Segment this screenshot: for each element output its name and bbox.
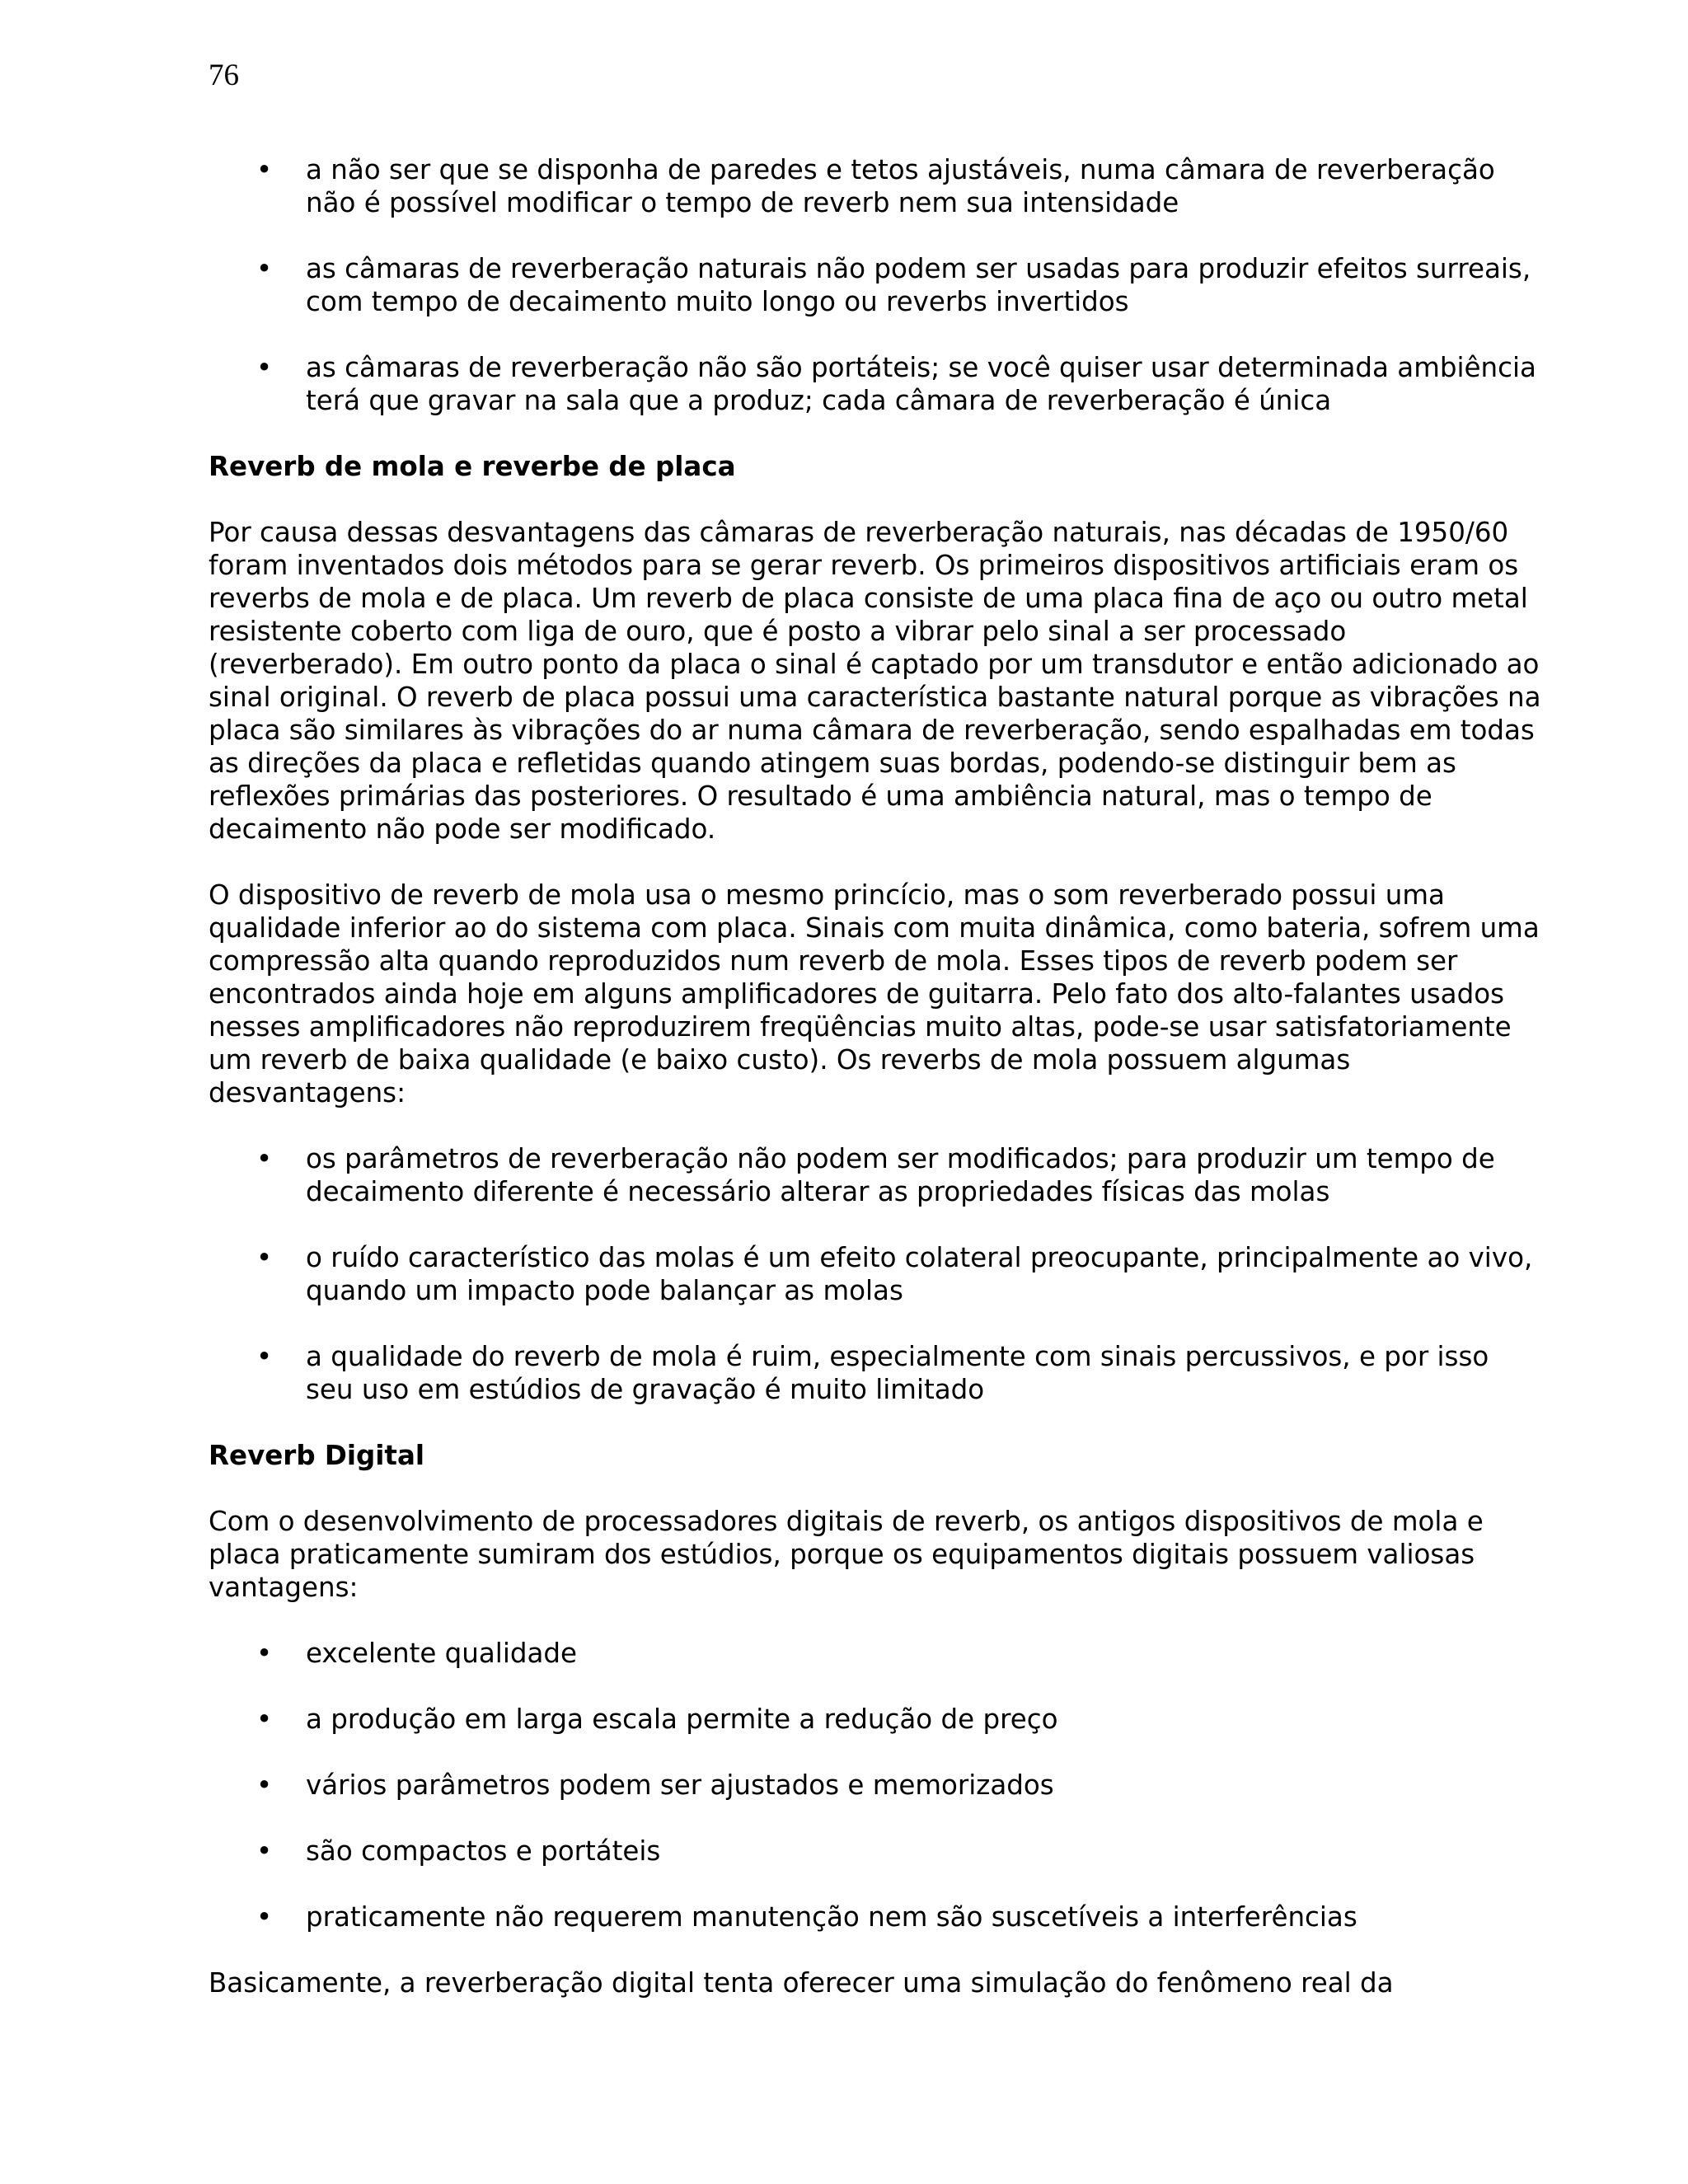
bullet-icon: • (256, 1901, 273, 1933)
paragraph-plate-reverb: Por causa dessas desvantagens das câmaras de reverberação naturais, nas décadas de 1950/60 foram inventados dois métodos para se gerar reverb. Os primeiros dispositivos artificiais eram os reverbs de mola e de placa. Um reverb de placa consiste de uma placa fina de aço ou outro metal resistente coberto com liga de ouro, que é posto a vibrar pelo sinal a ser processado (reverberado). Em outro ponto da placa o sinal é captado por um transdutor e então adicionado ao sinal original. O reverb de placa possui uma característica bastante natural porque as vibrações na placa são similares às vibrações do ar numa câmara de reverberação, sendo espalhadas em todas as direções da placa e refletidas quando atingem suas bordas, podendo-se distinguir bem as reflexões primárias das posteriores. O resultado é uma ambiência natural, mas o tempo de decaimento não pode ser modificado. (209, 517, 1541, 845)
list-item (209, 1900, 1544, 1933)
list-item (209, 1241, 1544, 1307)
bullet-icon: • (256, 1341, 273, 1372)
list-item (209, 1703, 1544, 1736)
section-heading-digital: Reverb Digital (209, 1440, 425, 1471)
list-item (209, 1340, 1544, 1406)
page-number: 76 (209, 59, 239, 92)
page-content (209, 153, 1544, 1999)
bullet-icon: • (256, 1242, 273, 1273)
bullet-icon: • (256, 1835, 273, 1867)
section-heading-spring-plate: Reverb de mola e reverbe de placa (209, 451, 736, 482)
list-item-text: as câmaras de reverberação não são portáteis; se você quiser usar determinada ambiência terá que gravar na sala que a produz; cada câmara de reverberação é única (306, 352, 1536, 416)
list-item (209, 1142, 1544, 1208)
bullet-icon: • (256, 253, 273, 284)
spring-disadvantages-list (209, 1142, 1544, 1406)
paragraph-digital-intro: Com o desenvolvimento de processadores digitais de reverb, os antigos dispositivos de mola e placa praticamente sumiram dos estúdios, porque os equipamentos digitais possuem valiosas vantagens: (209, 1506, 1484, 1603)
list-item-text: a produção em larga escala permite a redução de preço (306, 1704, 1058, 1735)
list-item-text: a qualidade do reverb de mola é ruim, especialmente com sinais percussivos, e por isso seu uso em estúdios de gravação é muito limitado (306, 1341, 1489, 1405)
digital-advantages-list (209, 1637, 1544, 1933)
list-item-text: as câmaras de reverberação naturais não podem ser usadas para produzir efeitos surreais, com tempo de decaimento muito longo ou reverbs invertidos (306, 253, 1531, 317)
list-item (209, 153, 1544, 219)
list-item (209, 1835, 1544, 1868)
list-item (209, 1637, 1544, 1670)
list-item-text: os parâmetros de reverberação não podem ser modificados; para produzir um tempo de decaimento diferente é necessário alterar as propriedades físicas das molas (306, 1143, 1495, 1207)
chamber-disadvantages-list (209, 153, 1544, 417)
list-item (209, 351, 1544, 417)
bullet-icon: • (256, 352, 273, 383)
list-item-text: o ruído característico das molas é um efeito colateral preocupante, principalmente ao vivo, quando um impacto pode balançar as molas (306, 1242, 1533, 1306)
list-item-text: vários parâmetros podem ser ajustados e memorizados (306, 1769, 1054, 1801)
list-item-text: a não ser que se disponha de paredes e tetos ajustáveis, numa câmara de reverberação não é possível modificar o tempo de reverb nem sua intensidade (306, 154, 1495, 218)
list-item (209, 1769, 1544, 1802)
bullet-icon: • (256, 1704, 273, 1735)
bullet-icon: • (256, 1638, 273, 1669)
list-item (209, 252, 1544, 318)
bullet-icon: • (256, 1769, 273, 1801)
paragraph-spring-reverb: O dispositivo de reverb de mola usa o mesmo princício, mas o som reverberado possui uma qualidade inferior ao do sistema com placa. Sinais com muita dinâmica, como bateria, sofrem uma compressão alta quando reproduzidos num reverb de mola. Esses tipos de reverb podem ser encontrados ainda hoje em alguns amplificadores de guitarra. Pelo fato dos alto-falantes usados nesses amplificadores não reproduzirem freqüências muito altas, pode-se usar satisfatoriamente um reverb de baixa qualidade (e baixo custo). Os reverbs de mola possuem algumas desvantagens: (209, 879, 1540, 1108)
list-item-text: são compactos e portáteis (306, 1835, 661, 1867)
list-item-text: praticamente não requerem manutenção nem são suscetíveis a interferências (306, 1901, 1357, 1933)
bullet-icon: • (256, 1143, 273, 1174)
list-item-text: excelente qualidade (306, 1638, 578, 1669)
paragraph-digital-basics: Basicamente, a reverberação digital tenta oferecer uma simulação do fenômeno real da (209, 1967, 1394, 1999)
bullet-icon: • (256, 154, 273, 185)
